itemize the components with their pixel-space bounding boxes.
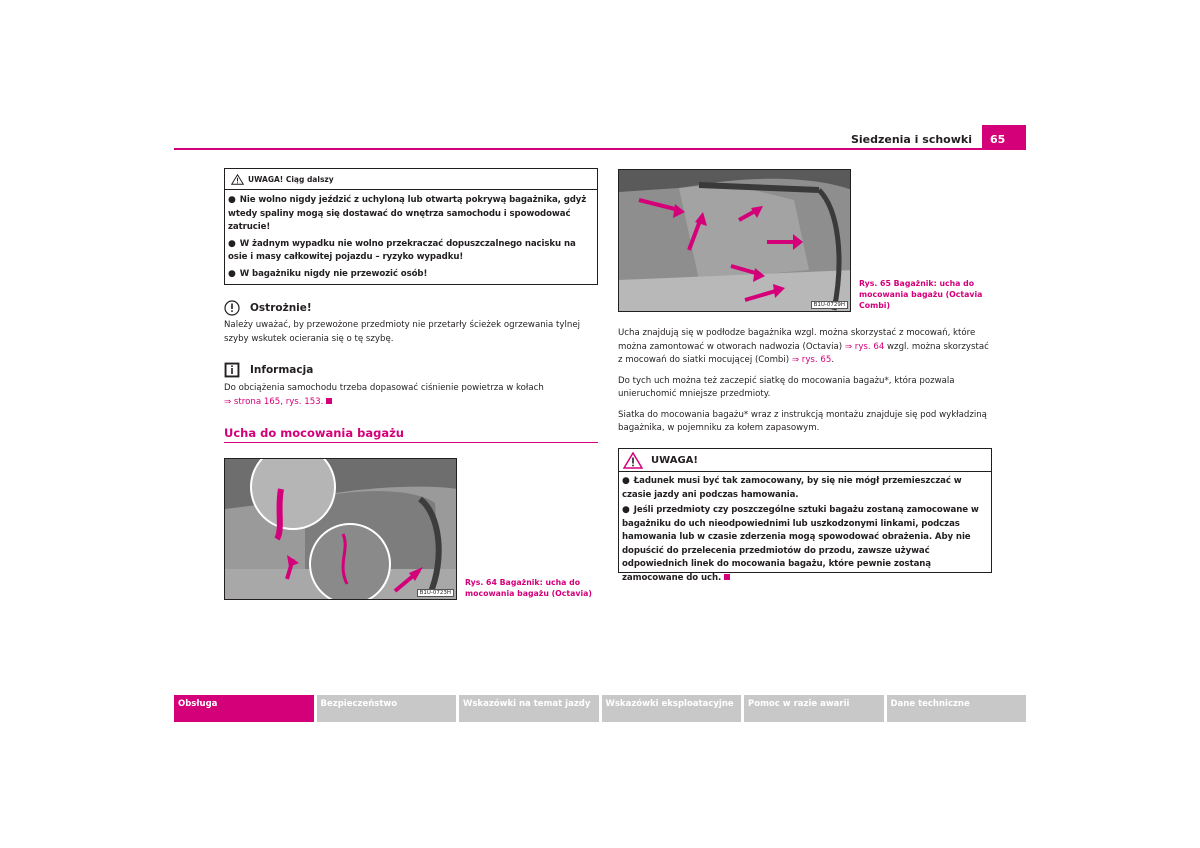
end-marker: [724, 574, 730, 580]
caution-exclamation-icon: [224, 300, 240, 316]
section-heading-rule: [224, 442, 598, 443]
warning-triangle-icon: [623, 452, 643, 469]
section-heading: Ucha do mocowania bagażu: [224, 426, 404, 440]
trunk-octavia-illustration: [225, 459, 457, 600]
nav-tab-pomoc[interactable]: Pomoc w razie awarii: [744, 695, 884, 722]
paragraph-net-location: Siatka do mocowania bagażu* wraz z instrukcją montażu znajduje się pod wykładziną bagażnika, w pojemniku za kołem zapasowym.: [618, 409, 987, 433]
link-fig-64[interactable]: ⇒ rys. 64: [844, 341, 885, 352]
nav-tab-bezpieczenstwo[interactable]: Bezpieczeństwo: [317, 695, 457, 722]
figure-64-caption: Rys. 64 Bagażnik: ucha do mocowania bagażu (Octavia): [465, 578, 592, 598]
nav-tab-wskazowki-eksploatacyjne[interactable]: Wskazówki eksploatacyjne: [602, 695, 742, 722]
paragraph-net: Do tych uch można też zaczepić siatkę do mocowania bagażu*, która pozwala unieruchomić mniejsze przedmioty.: [618, 375, 955, 399]
warning-continued-item: ● W żadnym wypadku nie wolno przekraczać dopuszczalnego nacisku na osie i masy całkowitej pojazdu – ryzyko wypadku!: [228, 238, 576, 262]
caution-note: [224, 299, 598, 346]
warning-triangle-icon: [231, 174, 244, 185]
warning-continued-item: ● W bagażniku nigdy nie przewozić osób!: [228, 268, 428, 279]
caution-title: Ostrożnie!: [250, 302, 312, 314]
right-body-text: [618, 327, 992, 436]
info-text: Do obciążenia samochodu trzeba dopasować ciśnienie powietrza w kołach ⇒ strona 165, rys. 153.: [224, 383, 544, 407]
figure-64-image: [224, 458, 457, 600]
figure-64-code: B1U-0723H: [417, 589, 454, 597]
footer-nav: [174, 695, 1026, 722]
warning-continued-box: [224, 168, 598, 285]
nav-tab-dane-techniczne[interactable]: Dane techniczne: [887, 695, 1027, 722]
warning-title: UWAGA!: [651, 454, 698, 466]
caution-text: Należy uważać, by przewożone przedmioty nie przetarły ścieżek ogrzewania tylnej szyby wskutek ocierania się o tę szybę.: [224, 320, 581, 344]
warning-item: ● Ładunek musi być tak zamocowany, by się nie mógł przemieszczać w czasie jazdy ani podczas hamowania.: [622, 476, 962, 500]
section-title: Siedzenia i schowki: [850, 133, 972, 146]
warning-item: ● Jeśli przedmioty czy poszczególne sztuki bagażu zostaną zamocowane w bagażniku do uch nieodpowiednimi lub uszkodzonymi linkami, podczas hamowania lub w czasie zderzenia mogą spowodować obrażenia. Aby nie dopuścić do przelecenia przedmiotów do przodu, zawsze używać odpowiednich linek do mocowania bagażu, które pewnie zostaną zamocowane do uch.: [622, 505, 979, 583]
page-number: 65: [982, 125, 1026, 150]
figure-65-caption: Rys. 65 Bagażnik: ucha do mocowania bagażu (Octavia Combi): [859, 279, 983, 310]
warning-header: [619, 449, 991, 472]
warning-box: [618, 448, 992, 583]
link-fig-65[interactable]: ⇒ rys. 65: [791, 355, 832, 365]
figure-65-code: B1U-0729H: [811, 301, 848, 309]
info-icon: [224, 362, 240, 378]
info-note: [224, 361, 598, 409]
info-title: Informacja: [250, 364, 314, 376]
nav-tab-obsluga[interactable]: Obsługa: [174, 695, 314, 722]
nav-tab-wskazowki-jazdy[interactable]: Wskazówki na temat jazdy: [459, 695, 599, 722]
end-marker: [326, 398, 332, 404]
info-page-link[interactable]: ⇒ strona 165, rys. 153.: [224, 396, 324, 407]
warning-continued-header: [225, 169, 597, 190]
warning-continued-item: ● Nie wolno nigdy jeździć z uchyloną lub otwartą pokrywą bagażnika, gdyż wtedy spaliny mogą się dostawać do wnętrza samochodu i spowodować zatrucie!: [228, 195, 587, 232]
header-divider: [174, 148, 1026, 150]
trunk-combi-illustration: [619, 170, 851, 312]
figure-65-image: [618, 169, 851, 312]
warning-continued-title: UWAGA! Ciąg dalszy: [248, 174, 334, 184]
paragraph-anchors: Ucha znajdują się w podłodze bagażnika wzgl. można skorzystać z mocowań, które można zamontować w otworach nadwozia (Octavia) ⇒ rys. 64 wzgl. można skorzystać z mocowań do siatki mocującej (Combi) ⇒ rys. 65.: [618, 328, 989, 365]
